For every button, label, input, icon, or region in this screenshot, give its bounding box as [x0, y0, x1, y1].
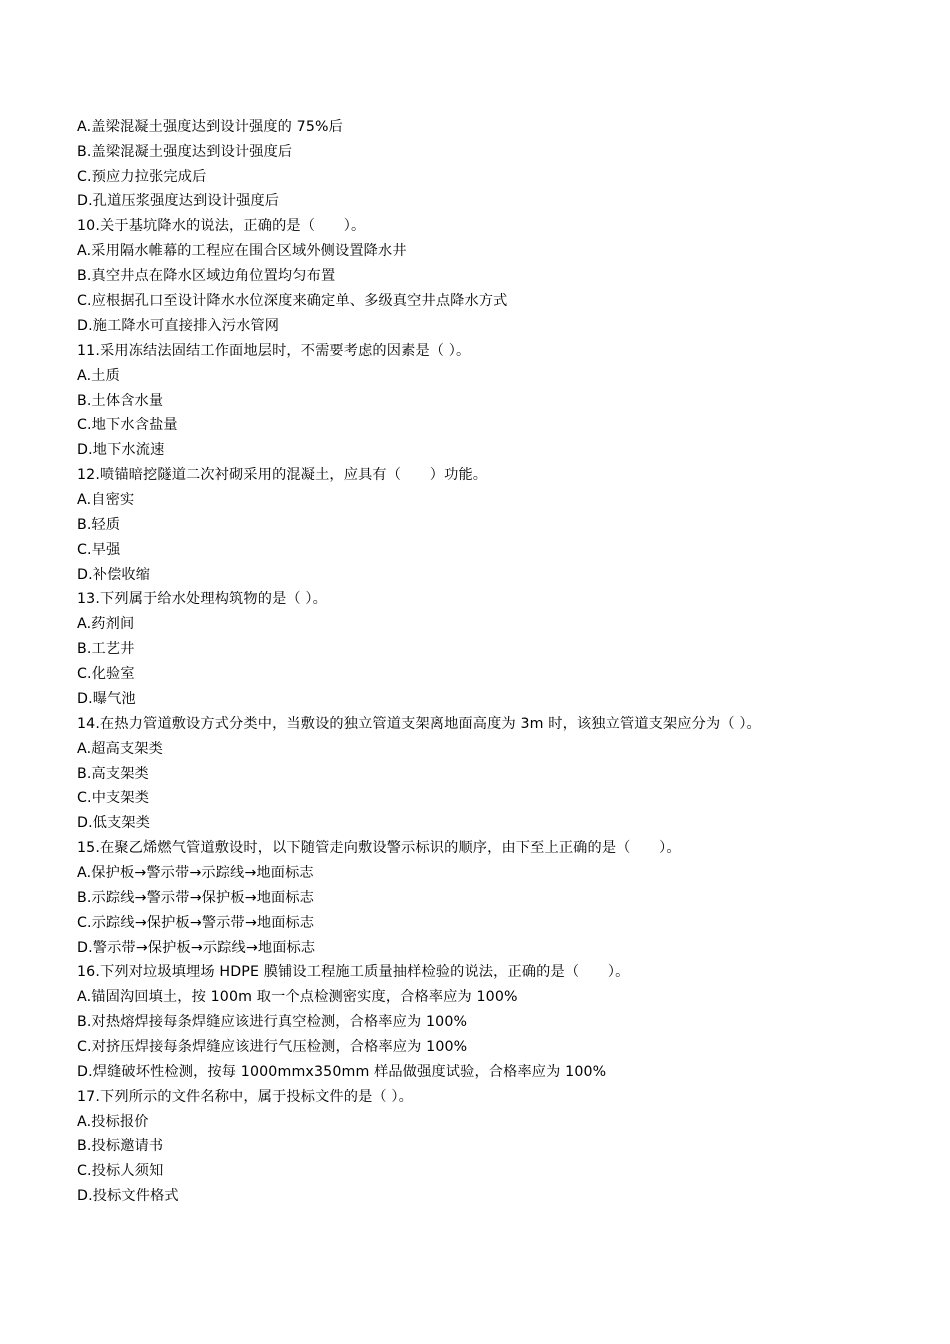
option-10d: D.施工降水可直接排入污水管网 [77, 318, 280, 334]
question-10: 10.关于基坑降水的说法，正确的是（ ）。 [77, 218, 366, 234]
option-10b: B.真空井点在降水区域边角位置均匀布置 [77, 268, 336, 284]
option-15c: C.示踪线→保护板→警示带→地面标志 [77, 915, 315, 931]
option-9a: A.盖梁混凝土强度达到设计强度的 75%后 [77, 119, 343, 135]
option-14d: D.低支架类 [77, 815, 151, 831]
option-14a: A.超高支架类 [77, 741, 163, 757]
option-11b: B.土体含水量 [77, 393, 164, 409]
question-11: 11.采用冻结法固结工作面地层时，不需要考虑的因素是（ ）。 [77, 343, 471, 359]
option-15a: A.保护板→警示带→示踪线→地面标志 [77, 865, 314, 881]
option-10a: A.采用隔水帷幕的工程应在围合区域外侧设置降水井 [77, 243, 407, 259]
option-13a: A.药剂间 [77, 616, 135, 632]
option-13c: C.化验室 [77, 666, 135, 682]
option-12b: B.轻质 [77, 517, 121, 533]
option-9d: D.孔道压浆强度达到设计强度后 [77, 193, 280, 209]
option-13b: B.工艺井 [77, 641, 135, 657]
option-9b: B.盖梁混凝土强度达到设计强度后 [77, 144, 293, 160]
question-15: 15.在聚乙烯燃气管道敷设时，以下随管走向敷设警示标识的顺序，由下至上正确的是（ ）。 [77, 840, 681, 856]
option-11d: D.地下水流速 [77, 442, 165, 458]
question-14: 14.在热力管道敷设方式分类中，当敷设的独立管道支架离地面高度为 3m 时，该独立管道支架应分为（ ）。 [77, 716, 761, 732]
question-16: 16.下列对垃圾填埋场 HDPE 膜铺设工程施工质量抽样检验的说法，正确的是（ ）。 [77, 964, 630, 980]
option-16b: B.对热熔焊接每条焊缝应该进行真空检测，合格率应为 100% [77, 1014, 468, 1030]
option-17b: B.投标邀请书 [77, 1138, 164, 1154]
option-15d: D.警示带→保护板→示踪线→地面标志 [77, 940, 316, 956]
option-17a: A.投标报价 [77, 1114, 149, 1130]
option-9c: C.预应力拉张完成后 [77, 169, 207, 185]
option-16a: A.锚固沟回填土，按 100m 取一个点检测密实度，合格率应为 100% [77, 989, 518, 1005]
question-13: 13.下列属于给水处理构筑物的是（ ）。 [77, 591, 327, 607]
option-13d: D.曝气池 [77, 691, 136, 707]
option-17d: D.投标文件格式 [77, 1188, 179, 1204]
option-11c: C.地下水含盐量 [77, 417, 178, 433]
question-12: 12.喷锚暗挖隧道二次衬砌采用的混凝土，应具有（ ）功能。 [77, 467, 488, 483]
question-17: 17.下列所示的文件名称中，属于投标文件的是（ ）。 [77, 1089, 413, 1105]
option-16c: C.对挤压焊接每条焊缝应该进行气压检测，合格率应为 100% [77, 1039, 468, 1055]
option-12a: A.自密实 [77, 492, 135, 508]
option-12d: D.补偿收缩 [77, 567, 151, 583]
option-14b: B.高支架类 [77, 766, 149, 782]
option-10c: C.应根据孔口至设计降水水位深度来确定单、多级真空井点降水方式 [77, 293, 508, 309]
option-15b: B.示踪线→警示带→保护板→地面标志 [77, 890, 315, 906]
option-14c: C.中支架类 [77, 790, 150, 806]
option-12c: C.早强 [77, 542, 121, 558]
option-16d: D.焊缝破坏性检测，按每 1000mmx350mm 样品做强度试验，合格率应为 100% [77, 1064, 607, 1080]
option-17c: C.投标人须知 [77, 1163, 164, 1179]
option-11a: A.土质 [77, 368, 120, 384]
